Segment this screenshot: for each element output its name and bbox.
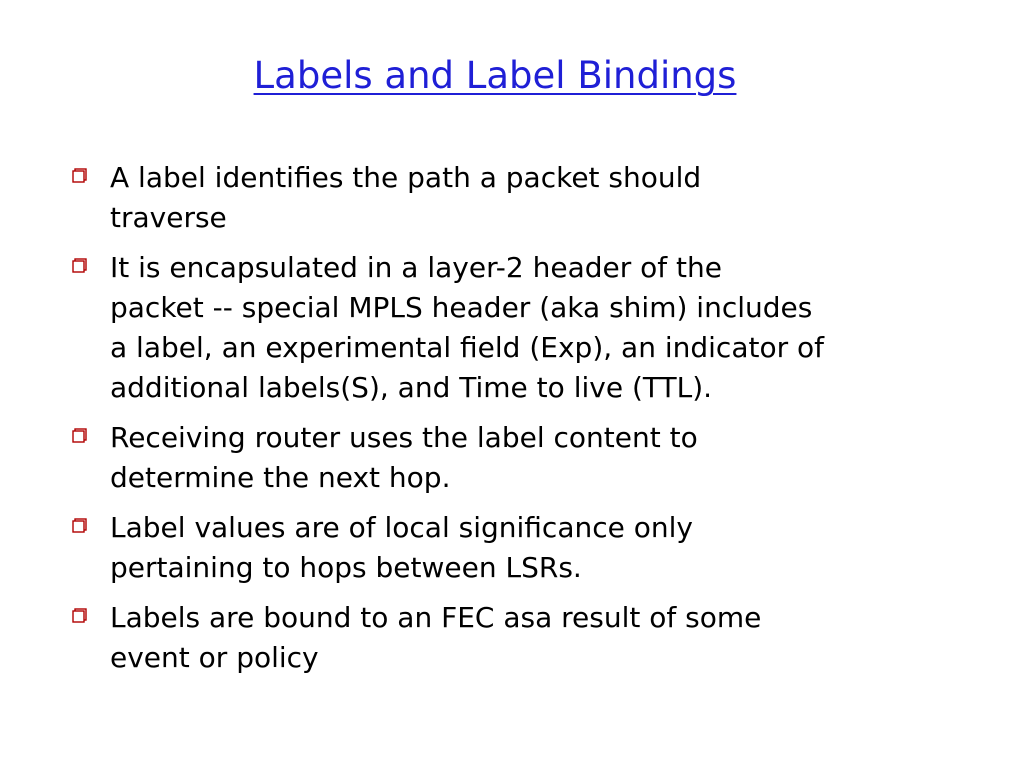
open-square-bullet-icon [72, 428, 87, 443]
open-square-bullet-icon [72, 168, 87, 183]
open-square-bullet-icon [72, 608, 87, 623]
bullet-item [70, 598, 940, 678]
open-square-bullet-icon [72, 258, 87, 273]
bullet-item [70, 418, 940, 498]
bullet-text: Receiving router uses the label content to determine the next hop. [110, 421, 698, 494]
bullet-text: It is encapsulated in a layer-2 header of the packet -- special MPLS header (aka shim) includes a label, an experimental field (Exp), an indicator of additional labels(S), and Time to live (TTL). [110, 251, 824, 404]
slide-title: Labels and Label Bindings [253, 54, 737, 97]
bullet-list [70, 158, 940, 688]
bullet-text: Label values are of local significance only pertaining to hops between LSRs. [110, 511, 693, 584]
bullet-text: A label identifies the path a packet should traverse [110, 161, 702, 234]
bullet-text: Labels are bound to an FEC asa result of some event or policy [110, 601, 762, 674]
bullet-item [70, 508, 940, 588]
bullet-item [70, 158, 940, 238]
bullet-item [70, 248, 940, 408]
open-square-bullet-icon [72, 518, 87, 533]
